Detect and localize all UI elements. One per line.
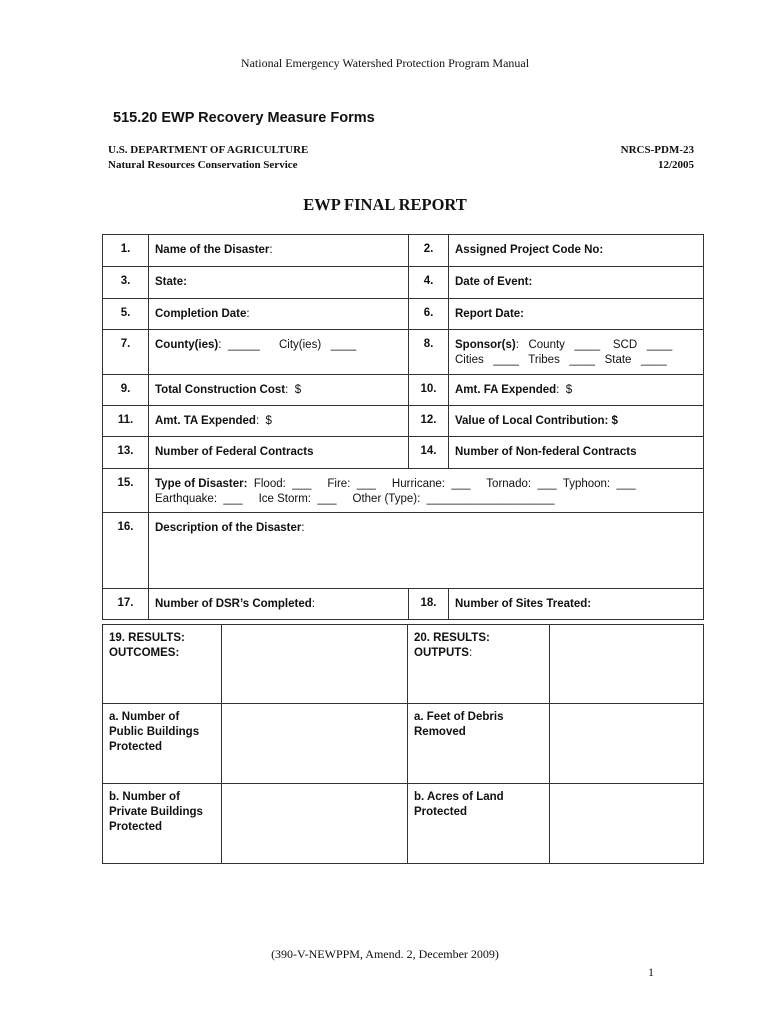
field-number: 4.: [409, 267, 449, 299]
output-debris-label: a. Feet of Debris Removed: [408, 704, 550, 784]
field-label: Amt. TA Expended: [155, 415, 256, 427]
field-suffix: :: [311, 598, 315, 610]
table-row: [103, 469, 704, 513]
table-row: [103, 784, 704, 864]
field-number: 6.: [409, 299, 449, 330]
field-construction-cost[interactable]: [149, 375, 409, 406]
output-land-value[interactable]: [550, 784, 704, 864]
field-label: Total Construction Cost: [155, 384, 286, 396]
table-row: [103, 267, 704, 299]
field-label: State:: [155, 276, 187, 288]
field-label: Amt. FA Expended: [455, 384, 557, 396]
outputs-value-cell[interactable]: [550, 625, 704, 704]
section-heading: 515.20 EWP Recovery Measure Forms: [113, 110, 375, 126]
table-row: [103, 299, 704, 330]
field-number: 5.: [103, 299, 149, 330]
field-number: 15.: [103, 469, 149, 513]
table-row: [103, 589, 704, 620]
field-number: 7.: [103, 330, 149, 375]
table-row: [103, 704, 704, 784]
field-number: 13.: [103, 437, 149, 469]
field-options: : County ____ SCD ____: [515, 339, 673, 351]
field-suffix: : $: [285, 384, 302, 396]
outputs-heading: 20. RESULTS: OUTPUTS:: [408, 625, 550, 704]
output-land-label: b. Acres of Land Protected: [408, 784, 550, 864]
field-label: Number of Federal Contracts: [155, 446, 314, 458]
field-disaster-name[interactable]: [149, 235, 409, 267]
field-number: 17.: [103, 589, 149, 620]
table-row: [103, 406, 704, 437]
field-number: 14.: [409, 437, 449, 469]
field-completion-date[interactable]: [149, 299, 409, 330]
field-number: 11.: [103, 406, 149, 437]
running-header: National Emergency Watershed Protection Program Manual: [240, 56, 530, 70]
field-number: 10.: [409, 375, 449, 406]
outcome-public-buildings-label: a. Number of Public Buildings Protected: [103, 704, 222, 784]
outcome-private-buildings-value[interactable]: [222, 784, 408, 864]
page-number: 1: [648, 965, 654, 979]
table-row: [103, 513, 704, 589]
field-label: Name of the Disaster: [155, 244, 270, 256]
table-row: [103, 625, 704, 704]
field-options: Earthquake: ___ Ice Storm: ___ Other (Type): ____________________: [155, 493, 555, 505]
field-number: 8.: [409, 330, 449, 375]
agency-block: [108, 143, 308, 173]
field-federal-contracts[interactable]: [149, 437, 409, 469]
field-suffix: : $: [556, 384, 573, 396]
field-ta-expended[interactable]: [149, 406, 409, 437]
field-label: Assigned Project Code No:: [455, 244, 604, 256]
outcome-public-buildings-value[interactable]: [222, 704, 408, 784]
field-number: 9.: [103, 375, 149, 406]
field-sites-treated[interactable]: [449, 589, 704, 620]
field-fa-expended[interactable]: [449, 375, 704, 406]
form-number: NRCS-PDM-23: [620, 144, 694, 156]
field-suffix: :: [269, 244, 273, 256]
field-disaster-description[interactable]: [149, 513, 704, 589]
table-row: [103, 235, 704, 267]
field-options: : _____ City(ies) ____: [218, 339, 357, 351]
field-label: County(ies): [155, 339, 219, 351]
field-nonfederal-contracts[interactable]: [449, 437, 704, 469]
field-options: Cities ____ Tribes ____ State ____: [455, 354, 667, 366]
field-report-date[interactable]: [449, 299, 704, 330]
results-table: [102, 624, 704, 864]
form-title: EWP FINAL REPORT: [303, 195, 467, 214]
field-sponsors[interactable]: [449, 330, 704, 375]
table-row: [103, 437, 704, 469]
field-event-date[interactable]: [449, 267, 704, 299]
field-project-code[interactable]: [449, 235, 704, 267]
field-number: 1.: [103, 235, 149, 267]
field-label: Date of Event:: [455, 276, 533, 288]
field-suffix: :: [301, 522, 305, 534]
field-disaster-type[interactable]: [149, 469, 704, 513]
field-label: Sponsor(s): [455, 339, 516, 351]
field-state[interactable]: [149, 267, 409, 299]
footer-text: (390-V-NEWPPM, Amend. 2, December 2009): [271, 947, 499, 961]
field-label: Value of Local Contribution: $: [455, 415, 618, 427]
field-number: 3.: [103, 267, 149, 299]
form-code-block: [621, 143, 694, 173]
field-counties-cities[interactable]: [149, 330, 409, 375]
field-number: 12.: [409, 406, 449, 437]
outcomes-heading: 19. RESULTS: OUTCOMES:: [103, 625, 222, 704]
table-row: [103, 375, 704, 406]
report-fields-table: [102, 234, 704, 620]
outcome-private-buildings-label: b. Number of Private Buildings Protected: [103, 784, 222, 864]
field-label: Number of Non-federal Contracts: [455, 446, 637, 458]
field-label: Number of Sites Treated:: [455, 598, 592, 610]
table-row: [103, 330, 704, 375]
agency-dept: U.S. DEPARTMENT OF AGRICULTURE: [108, 144, 309, 156]
field-number: 2.: [409, 235, 449, 267]
field-local-contribution[interactable]: [449, 406, 704, 437]
field-suffix: :: [246, 308, 250, 320]
field-label: Type of Disaster:: [155, 478, 248, 490]
field-dsrs-completed[interactable]: [149, 589, 409, 620]
field-label: Number of DSR’s Completed: [155, 598, 312, 610]
field-suffix: : $: [255, 415, 272, 427]
form-date: 12/2005: [657, 159, 694, 171]
agency-service: Natural Resources Conservation Service: [108, 159, 298, 171]
output-debris-value[interactable]: [550, 704, 704, 784]
field-label: Description of the Disaster: [155, 522, 302, 534]
outcomes-value-cell[interactable]: [222, 625, 408, 704]
field-options: Flood: ___ Fire: ___ Hurricane: ___ Tornado: ___ Typhoon: ___: [247, 478, 636, 490]
field-number: 18.: [409, 589, 449, 620]
field-label: Completion Date: [155, 308, 247, 320]
field-label: Report Date:: [455, 308, 525, 320]
field-number: 16.: [103, 513, 149, 589]
